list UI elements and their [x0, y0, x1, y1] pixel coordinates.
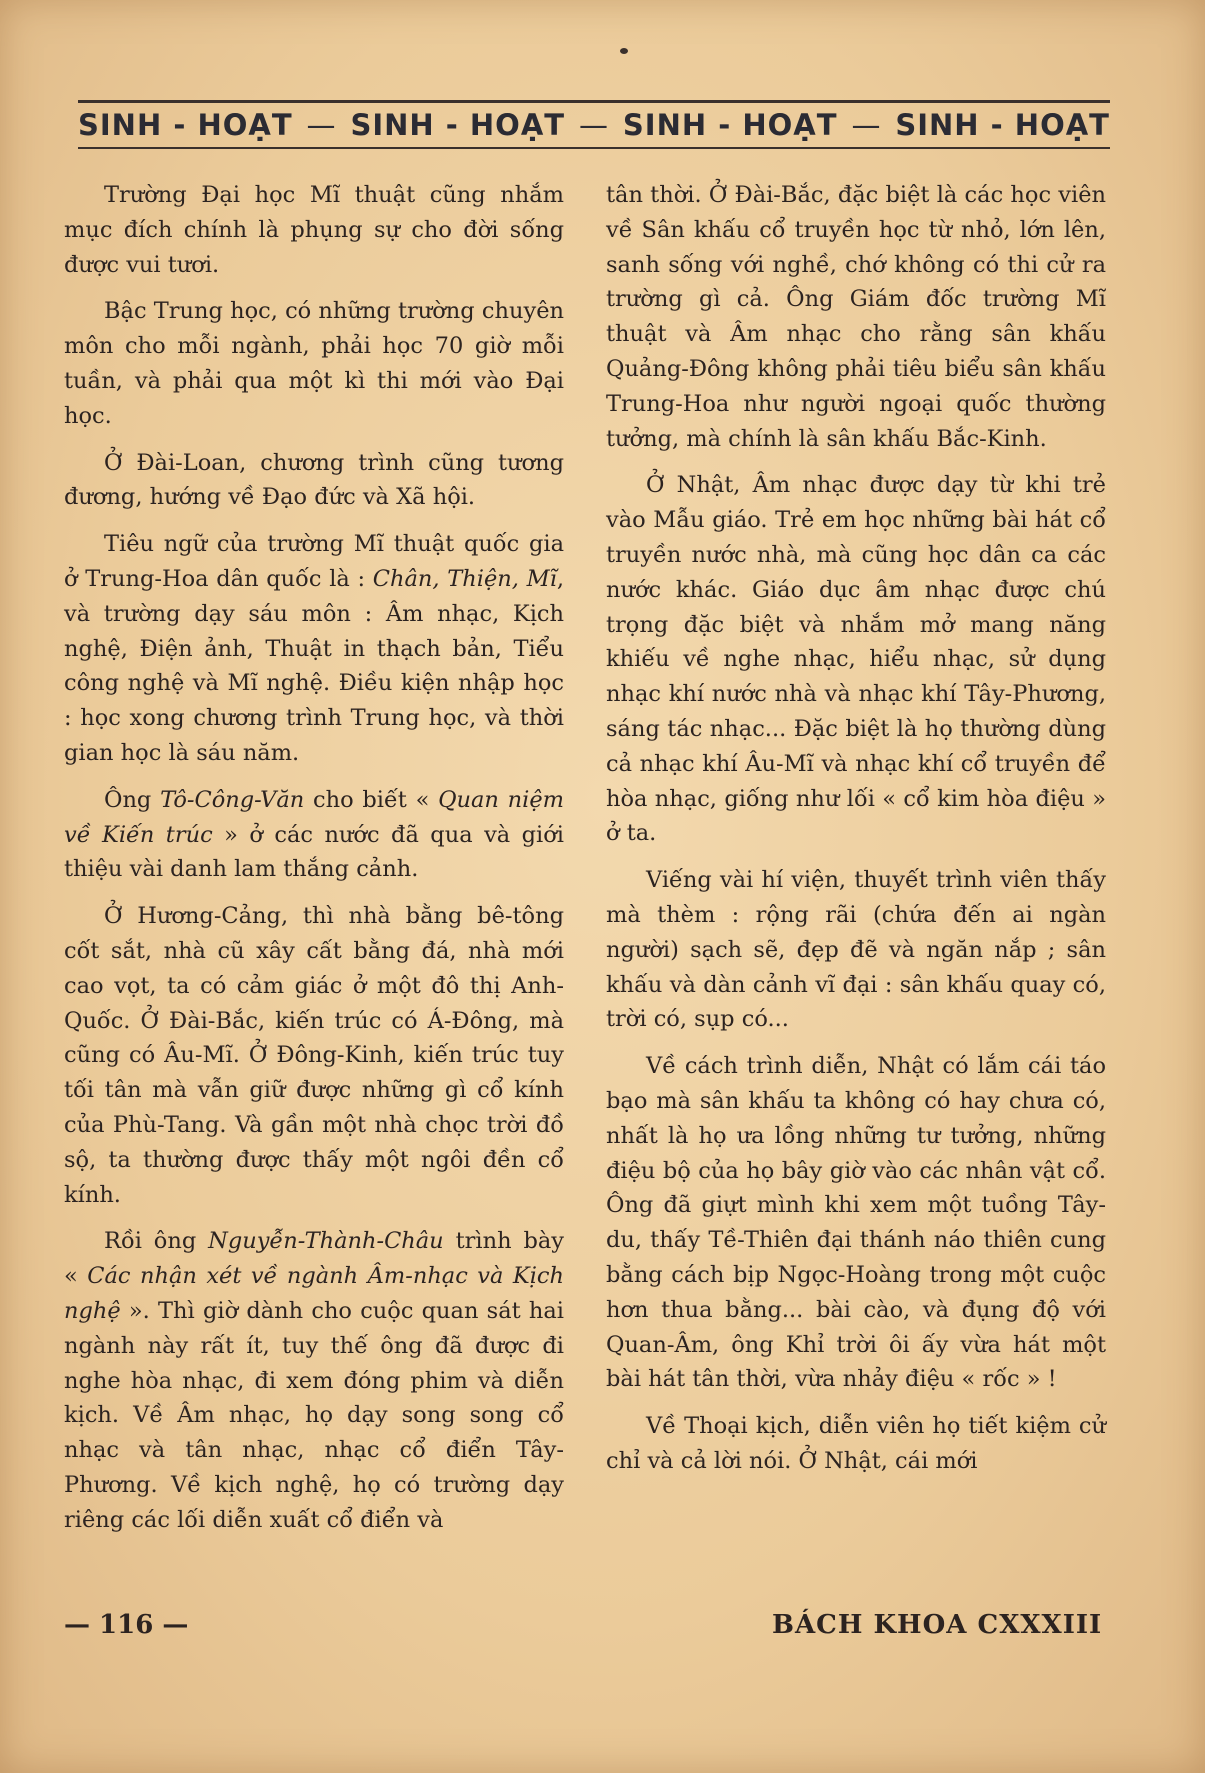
header-separator: — [306, 108, 337, 142]
paragraph: Ở Nhật, Âm nhạc được dạy từ khi trẻ vào Mẫu giáo. Trẻ em học những bài hát cổ truyền nước nhà, mà cũng học dân ca các nước khác. Giáo dục âm nhạc được chú trọng đặc biệt và nhắm mở mang năng khiếu về nghe nhạc, hiểu nhạc, sử dụng nhạc khí nước nhà và nhạc khí Tây-Phương, sáng tác nhạc... Đặc biệt là họ thường dùng cả nhạc khí Âu-Mĩ và nhạc khí cổ truyền để hòa nhạc, giống như lối « cổ kim hòa điệu » ở ta. [606, 472, 1106, 847]
header-item-4: SINH - HOẠT [895, 108, 1110, 142]
motto-text: Chân, Thiện, Mĩ [372, 565, 557, 592]
right-column [606, 178, 1106, 1491]
paragraph: Ở Đài-Loan, chương trình cũng tương đương, hướng về Đạo đức và Xã hội. [64, 449, 564, 511]
header-item-1: SINH - HOẠT [78, 108, 293, 142]
header-separator: — [578, 108, 609, 142]
text-run: Rồi ông [104, 1228, 209, 1255]
paragraph: Bậc Trung học, có những trường chuyên môn cho mỗi ngành, phải học 70 giờ mỗi tuần, và phải qua một kì thi mới vào Đại học. [64, 298, 564, 429]
paragraph: Viếng vài hí viện, thuyết trình viên thấy mà thèm : rộng rãi (chứa đến ai ngàn người) sạch sẽ, đẹp đẽ và ngăn nắp ; sân khấu và dàn cảnh vĩ đại : sân khấu quay có, trời có, sụp có... [606, 867, 1106, 1033]
text-run: ». Thì giờ dành cho cuộc quan sát hai ngành này rất ít, tuy thế ông đã được đi nghe hòa nhạc, đi xem đóng phim và diễn kịch. Về Âm nhạc, họ dạy song song cổ nhạc và tân nhạc, nhạc cổ điển Tây-Phương. Về kịch nghệ, họ có trường dạy riêng các lối diễn xuất cổ điển và [64, 1297, 564, 1533]
header-item-3: SINH - HOẠT [622, 108, 838, 142]
text-run: cho biết « [304, 786, 439, 813]
left-column [64, 178, 564, 1549]
header-item-2: SINH - HOẠT [350, 108, 566, 142]
page-number: — 116 — [64, 1610, 189, 1640]
header-separator: — [851, 108, 882, 142]
paragraph [64, 527, 564, 771]
person-name: Tô-Công-Văn [160, 786, 305, 813]
paragraph: Về cách trình diễn, Nhật có lắm cái táo bạo mà sân khấu ta không có hay chưa có, nhất là họ ưa lồng những tư tưởng, những điệu bộ của họ bây giờ vào các nhân vật cổ. Ông đã giựt mình khi xem một tuồng Tây-du, thấy Tề-Thiên đại thánh náo thiên cung bằng cách bịp Ngọc-Hoàng trong một cuộc hơn thua bằng... bài cào, và đụng độ với Quan-Âm, ông Khỉ trời ôi ấy vừa hát một bài hát tân thời, vừa nhảy điệu « rốc » ! [606, 1053, 1106, 1393]
text-run: Tiêu ngữ của trường Mĩ thuật quốc gia ở Trung-Hoa dân quốc là : [64, 531, 564, 592]
text-run: » ở các nước đã qua và giới thiệu vài danh lam thắng cảnh. [64, 821, 564, 883]
paragraph: Ở Hương-Cảng, thì nhà bằng bê-tông cốt sắt, nhà cũ xây cất bằng đá, nhà mới cao vọt, ta có cảm giác ở một đô thị Anh-Quốc. Ở Đài-Bắc, kiến trúc có Á-Đông, mà cũng có Âu-Mĩ. Ở Đông-Kinh, kiến trúc tuy tối tân mà vẫn giữ được những gì cổ kính của Phù-Tang. Và gần một nhà chọc trời đồ sộ, ta thường được thấy một ngôi đền cổ kính. [64, 903, 564, 1208]
paragraph: tân thời. Ở Đài-Bắc, đặc biệt là các học viên về Sân khấu cổ truyền học từ nhỏ, lớn lên, sanh sống với nghề, chớ không có thi cử ra trường gì cả. Ông Giám đốc trường Mĩ thuật và Âm nhạc cho rằng sân khấu Quảng-Đông không phải tiêu biểu sân khấu Trung-Hoa như người ngoại quốc thường tưởng, mà chính là sân khấu Bắc-Kinh. [606, 182, 1106, 452]
text-run: , và trường dạy sáu môn : Âm nhạc, Kịch nghệ, Điện ảnh, Thuật in thạch bản, Tiểu công nghệ và Mĩ nghệ. Điều kiện nhập học : học xong chương trình Trung học, và thời gian học là sáu năm. [64, 565, 564, 766]
ink-spot [620, 48, 628, 54]
talk-title: Quan niệm về Kiến trúc [64, 786, 564, 848]
text-run: Ông [104, 786, 161, 813]
person-name: Nguyễn-Thành-Châu [208, 1228, 444, 1255]
publication-name: BÁCH KHOA CXXXIII [772, 1610, 1103, 1640]
paragraph [64, 783, 564, 887]
paragraph: Về Thoại kịch, diễn viên họ tiết kiệm cử chỉ và cả lời nói. Ở Nhật, cái mới [606, 1413, 1106, 1474]
paragraph [64, 1224, 564, 1537]
talk-title: Các nhận xét về ngành Âm-nhạc và Kịch nghệ [64, 1263, 565, 1324]
text-run: trình bày « [64, 1228, 564, 1290]
running-header [78, 100, 1110, 149]
paragraph: Trường Đại học Mĩ thuật cũng nhắm mục đích chính là phụng sự cho đời sống được vui tươi. [64, 182, 564, 278]
